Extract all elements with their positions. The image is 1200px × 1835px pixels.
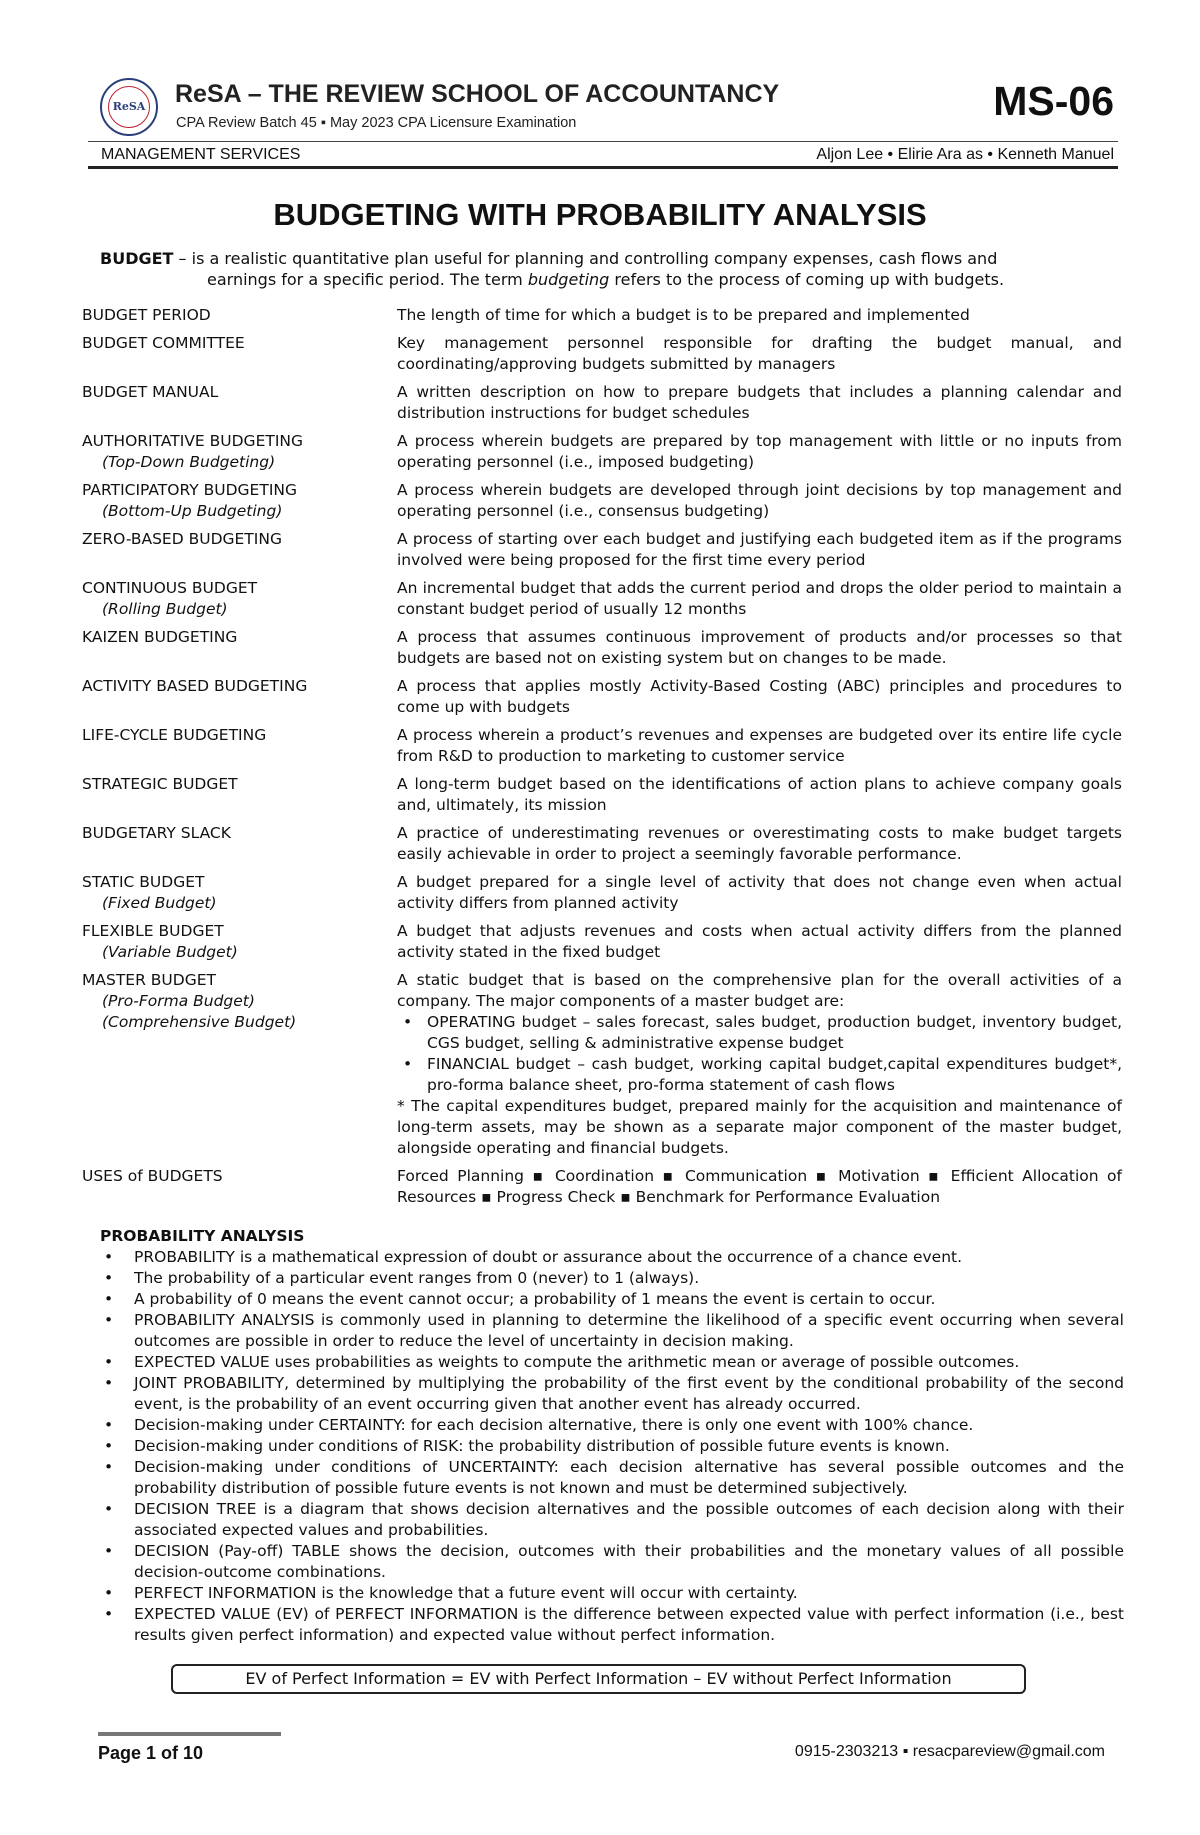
definition-desc: A static budget that is based on the comprehensive plan for the overall activities of a company. The major components of a master budget are: • OPERATING budget – sales forecast, sales budget, production budget, inventory budget, CGS budget, selling & administrative expense budget • FINANCIAL budget – cash budget, working capital budget,capital expenditures budget*, pro-forma balance sheet, pro-forma statement of cash flows * The capital expenditures budget, prepared mainly for the acquisition and maintenance of long-term assets, may be shown as a separate major component of the master budget, alongside operating and financial budgets. bbox=[397, 970, 1122, 1159]
definition-desc: A process wherein budgets are developed through joint decisions by top management and operating personnel (i.e., consensus budgeting) bbox=[397, 481, 1122, 520]
batch-info: CPA Review Batch 45 ▪ May 2023 CPA Licensure Examination bbox=[176, 115, 577, 131]
definition-desc: A written description on how to prepare budgets that includes a planning calendar and distribution instructions for budget schedules bbox=[397, 383, 1122, 422]
capex-note: * The capital expenditures budget, prepared mainly for the acquisition and maintenance of long-term assets, may be shown as a separate major component of the master budget, alongside operating and financial budgets. bbox=[397, 1097, 1122, 1157]
definition-term: BUDGETARY SLACK bbox=[82, 824, 231, 842]
definition-term: AUTHORITATIVE BUDGETING (Top-Down Budgeting) bbox=[82, 431, 397, 473]
probability-item: • DECISION (Pay-off) TABLE shows the decision, outcomes with their probabilities and the monetary values of all possible decision-outcome combinations. bbox=[134, 1541, 1124, 1583]
probability-item: • JOINT PROBABILITY, determined by multiplying the probability of the first event by the conditional probability of the second event, is the probability of an event occurring given that another event has already occurred. bbox=[134, 1373, 1124, 1415]
definition-desc: A process that assumes continuous improvement of products and/or processes so that budgets are based not on existing system but on changes to be made. bbox=[397, 628, 1122, 667]
definition-row bbox=[82, 529, 1122, 571]
definition-row bbox=[82, 480, 1122, 522]
definition-row bbox=[82, 305, 1122, 326]
definition-alt-term: (Comprehensive Budget) bbox=[102, 1013, 297, 1031]
definition-term: ZERO-BASED BUDGETING bbox=[82, 530, 282, 548]
definition-desc: A budget that adjusts revenues and costs when actual activity differs from the planned activity stated in the fixed budget bbox=[397, 922, 1122, 961]
resa-logo bbox=[100, 78, 158, 136]
authors: Aljon Lee • Elirie Ara as • Kenneth Manuel bbox=[816, 146, 1114, 163]
definition-term: BUDGET MANUAL bbox=[82, 383, 219, 401]
ev-formula-box bbox=[171, 1664, 1026, 1694]
master-budget-component: • OPERATING budget – sales forecast, sales budget, production budget, inventory budget, CGS budget, selling & administrative expense budget bbox=[427, 1012, 1122, 1054]
definition-term: CONTINUOUS BUDGET (Rolling Budget) bbox=[82, 578, 397, 620]
definition-desc: An incremental budget that adds the current period and drops the older period to maintain a constant budget period of usually 12 months bbox=[397, 579, 1122, 618]
definition-term: BUDGET PERIOD bbox=[82, 306, 211, 324]
probability-section bbox=[100, 1226, 1124, 1646]
definition-term: LIFE-CYCLE BUDGETING bbox=[82, 726, 267, 744]
definition-desc: A practice of underestimating revenues or overestimating costs to make budget targets easily achievable in order to project a seemingly favorable performance. bbox=[397, 824, 1122, 863]
definition-row bbox=[82, 872, 1122, 914]
probability-item: • EXPECTED VALUE (EV) of PERFECT INFORMATION is the difference between expected value with perfect information (i.e., best results given perfect information) and expected value without perfect information. bbox=[134, 1604, 1124, 1646]
definition-row bbox=[82, 970, 1122, 1159]
definition-row bbox=[82, 725, 1122, 767]
probability-item: • DECISION TREE is a diagram that shows decision alternatives and the possible outcomes of each decision along with their associated expected values and probabilities. bbox=[134, 1499, 1124, 1541]
definition-desc: A budget prepared for a single level of activity that does not change even when actual activity differs from planned activity bbox=[397, 873, 1122, 912]
contact-info: 0915-2303213 ▪ resacpareview@gmail.com bbox=[794, 1743, 1105, 1760]
definition-alt-term: (Top-Down Budgeting) bbox=[102, 453, 276, 471]
definitions-table bbox=[82, 305, 1122, 1215]
probability-item: • PROBABILITY ANALYSIS is commonly used in planning to determine the likelihood of a specific event occurring when several outcomes are possible in order to reduce the level of uncertainty in decision making. bbox=[134, 1310, 1124, 1352]
probability-item: • The probability of a particular event ranges from 0 (never) to 1 (always). bbox=[134, 1268, 1124, 1289]
document-title: BUDGETING WITH PROBABILITY ANALYSIS bbox=[273, 197, 927, 232]
budget-definition bbox=[100, 248, 1110, 290]
definition-desc: Forced Planning ▪ Coordination ▪ Communication ▪ Motivation ▪ Efficient Allocation of Resources ▪ Progress Check ▪ Benchmark for Performance Evaluation bbox=[397, 1167, 1122, 1206]
school-name: ReSA – THE REVIEW SCHOOL OF ACCOUNTANCY bbox=[175, 80, 780, 108]
budget-def-line2: earnings for a specific period. The term budgeting refers to the process of coming up with budgets. bbox=[207, 270, 1005, 289]
probability-item: • PROBABILITY is a mathematical expression of doubt or assurance about the occurrence of a chance event. bbox=[134, 1247, 1124, 1268]
probability-item: • Decision-making under conditions of UNCERTAINTY: each decision alternative has several possible outcomes and the probability distribution of possible future events is not known and must be determined subjectively. bbox=[134, 1457, 1124, 1499]
definition-row bbox=[82, 1166, 1122, 1208]
subject-label: MANAGEMENT SERVICES bbox=[101, 146, 301, 163]
definition-desc: A long-term budget based on the identifications of action plans to achieve company goals and, ultimately, its mission bbox=[397, 775, 1122, 814]
probability-item: • PERFECT INFORMATION is the knowledge that a future event will occur with certainty. bbox=[134, 1583, 1124, 1604]
definition-alt-term: (Pro-Forma Budget) bbox=[102, 992, 255, 1010]
definition-term: MASTER BUDGET (Pro-Forma Budget) (Comprehensive Budget) bbox=[82, 970, 397, 1159]
header-rule-thick bbox=[88, 166, 1118, 169]
definition-term: BUDGET COMMITTEE bbox=[82, 334, 245, 352]
definition-alt-term: (Bottom-Up Budgeting) bbox=[102, 502, 283, 520]
definition-row bbox=[82, 382, 1122, 424]
definition-row bbox=[82, 333, 1122, 375]
definition-term: ACTIVITY BASED BUDGETING bbox=[82, 677, 308, 695]
master-budget-component: • FINANCIAL budget – cash budget, working capital budget,capital expenditures budget*, pro-forma balance sheet, pro-forma statement of cash flows bbox=[427, 1054, 1122, 1096]
definition-term: STRATEGIC BUDGET bbox=[82, 775, 238, 793]
definition-row bbox=[82, 627, 1122, 669]
definition-row bbox=[82, 578, 1122, 620]
probability-item: • EXPECTED VALUE uses probabilities as weights to compute the arithmetic mean or average of possible outcomes. bbox=[134, 1352, 1124, 1373]
definition-desc: A process wherein budgets are prepared by top management with little or no inputs from operating personnel (i.e., imposed budgeting) bbox=[397, 432, 1122, 471]
probability-item: • A probability of 0 means the event cannot occur; a probability of 1 means the event is certain to occur. bbox=[134, 1289, 1124, 1310]
definition-desc: The length of time for which a budget is to be prepared and implemented bbox=[397, 306, 970, 324]
probability-item: • Decision-making under CERTAINTY: for each decision alternative, there is only one event with 100% chance. bbox=[134, 1415, 1124, 1436]
page-number: Page 1 of 10 bbox=[98, 1743, 204, 1763]
probability-list bbox=[100, 1247, 1124, 1646]
definition-row bbox=[82, 774, 1122, 816]
definition-desc: A process of starting over each budget and justifying each budgeted item as if the programs involved were being proposed for the first time every period bbox=[397, 530, 1122, 569]
definition-term: STATIC BUDGET (Fixed Budget) bbox=[82, 872, 397, 914]
definition-alt-term: (Fixed Budget) bbox=[102, 894, 217, 912]
definition-desc: A process that applies mostly Activity-Based Costing (ABC) principles and procedures to come up with budgets bbox=[397, 677, 1122, 716]
budget-def-line1: – is a realistic quantitative plan useful for planning and controlling company expenses, cash flows and bbox=[173, 249, 998, 268]
probability-heading: PROBABILITY ANALYSIS bbox=[100, 1227, 305, 1245]
definition-term: FLEXIBLE BUDGET (Variable Budget) bbox=[82, 921, 397, 963]
definition-term: USES of BUDGETS bbox=[82, 1167, 223, 1185]
definition-row bbox=[82, 823, 1122, 865]
definition-alt-term: (Rolling Budget) bbox=[102, 600, 228, 618]
definition-desc: Key management personnel responsible for drafting the budget manual, and coordinating/approving budgets submitted by managers bbox=[397, 334, 1122, 373]
module-code: MS-06 bbox=[993, 78, 1114, 124]
definition-term: PARTICIPATORY BUDGETING (Bottom-Up Budgeting) bbox=[82, 480, 397, 522]
logo-text: ReSA bbox=[112, 100, 146, 113]
definition-row bbox=[82, 431, 1122, 473]
definition-desc: A process wherein a product’s revenues and expenses are budgeted over its entire life cycle from R&D to production to marketing to customer service bbox=[397, 726, 1122, 765]
budget-label: BUDGET bbox=[100, 249, 174, 268]
definition-alt-term: (Variable Budget) bbox=[102, 943, 238, 961]
probability-item: • Decision-making under conditions of RISK: the probability distribution of possible future events is known. bbox=[134, 1436, 1124, 1457]
definition-row bbox=[82, 921, 1122, 963]
header-rule-thin bbox=[88, 141, 1118, 142]
ev-formula: EV of Perfect Information = EV with Perfect Information – EV without Perfect Information bbox=[245, 1669, 952, 1688]
definition-row bbox=[82, 676, 1122, 718]
footer-rule bbox=[98, 1732, 281, 1736]
definition-term: KAIZEN BUDGETING bbox=[82, 628, 238, 646]
